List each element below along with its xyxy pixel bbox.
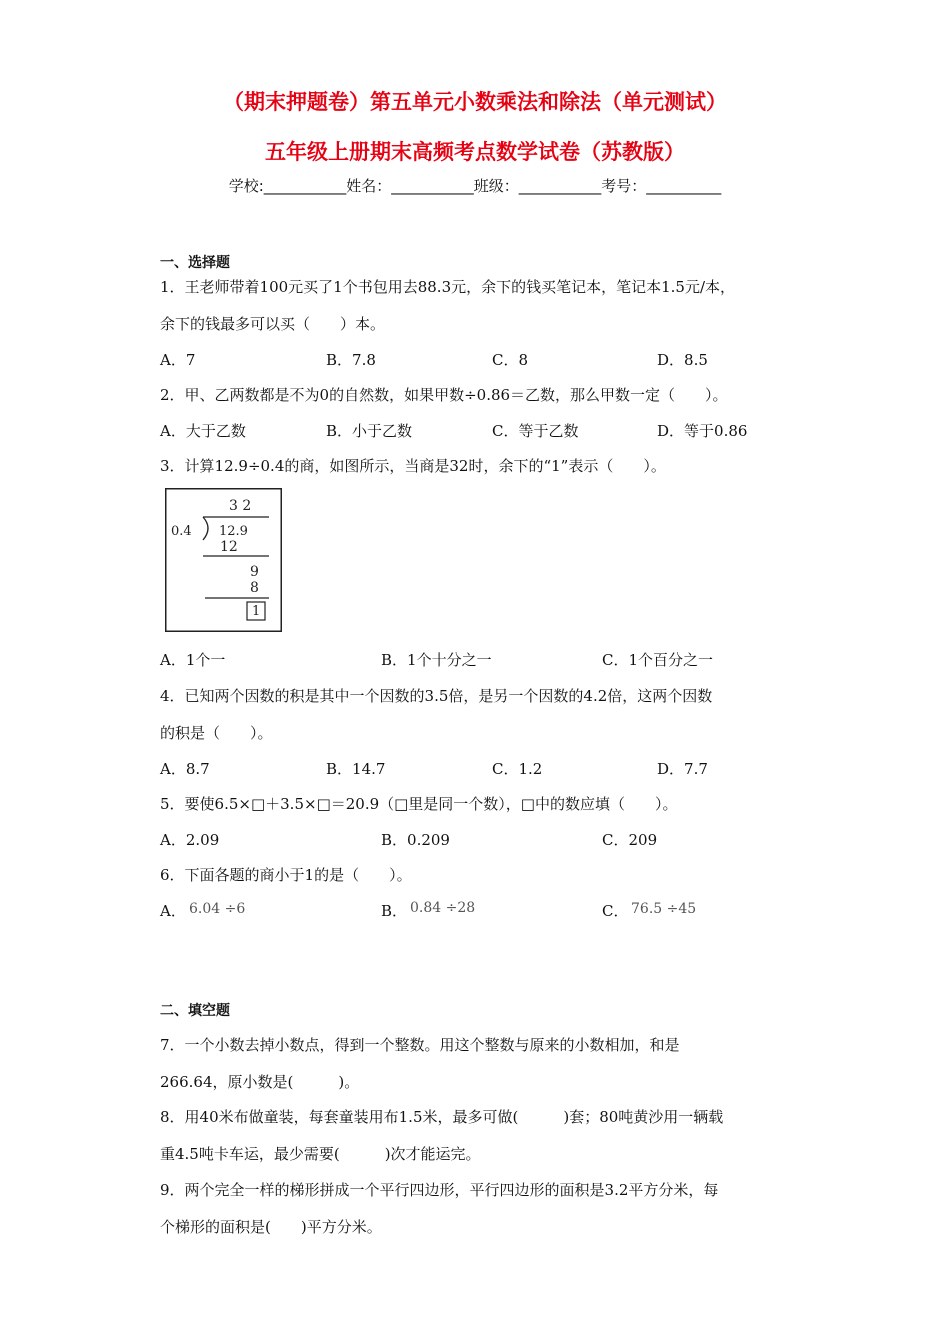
q4-option-a[interactable]: A．8.7	[160, 760, 210, 778]
q5-option-a[interactable]: A．2.09	[160, 831, 220, 849]
q6-option-b-label[interactable]: B．	[381, 902, 408, 920]
q6-option-c-label[interactable]: C．	[602, 902, 629, 920]
question-1-line-2: 余下的钱最多可以买（ ）本。	[160, 315, 386, 333]
q2-option-a[interactable]: A．大于乙数	[160, 422, 246, 440]
q6-option-b-expression: 0.84 ÷28	[410, 900, 476, 916]
q1-option-a[interactable]: A．7	[160, 351, 196, 369]
question-5-line-1: 5．要使6.5×□＋3.5×□＝20.9（□里是同一个数），□中的数应填（ ）。	[160, 795, 678, 813]
question-7-line-1: 7．一个小数去掉小数点，得到一个整数。用这个整数与原来的小数相加，和是	[160, 1036, 680, 1054]
figure-row-3: 8	[250, 580, 259, 596]
q2-option-c[interactable]: C．等于乙数	[492, 422, 579, 440]
q1-option-d[interactable]: D．8.5	[657, 351, 708, 369]
question-4-line-2: 的积是（ ）。	[160, 724, 273, 742]
q2-option-d[interactable]: D．等于0.86	[657, 422, 748, 440]
q1-option-b[interactable]: B．7.8	[326, 351, 376, 369]
figure-row-2: 9	[250, 564, 259, 580]
q1-option-c[interactable]: C．8	[492, 351, 529, 369]
title-line-1: （期末押题卷）第五单元小数乘法和除法（单元测试）	[223, 90, 727, 114]
q4-option-c[interactable]: C．1.2	[492, 760, 543, 778]
q3-option-b[interactable]: B．1个十分之一	[381, 651, 492, 669]
q4-option-b[interactable]: B．14.7	[326, 760, 386, 778]
question-6-line-1: 6．下面各题的商小于1的是（ ）。	[160, 866, 412, 884]
title-line-2: 五年级上册期末高频考点数学试卷（苏教版）	[265, 140, 685, 164]
q3-option-a[interactable]: A．1个一	[160, 651, 226, 669]
q6-option-a-label[interactable]: A．	[160, 902, 186, 920]
figure-row-1: 12	[220, 539, 238, 555]
q2-option-b[interactable]: B．小于乙数	[326, 422, 413, 440]
q6-option-c-expression: 76.5 ÷45	[631, 901, 697, 917]
question-8-line-1: 8．用40米布做童装，每套童装用布1.5米，最多可做( )套；80吨黄沙用一辆载	[160, 1108, 724, 1126]
question-4-line-1: 4．已知两个因数的积是其中一个因数的3.5倍，是另一个因数的4.2倍，这两个因数	[160, 687, 713, 705]
figure-quotient: 3 2	[229, 498, 252, 514]
question-3-line-1: 3．计算12.9÷0.4的商，如图所示，当商是32时，余下的“1”表示（ ）。	[160, 457, 666, 475]
figure-frame	[166, 489, 282, 632]
q6-option-a-expression: 6.04 ÷6	[189, 901, 246, 917]
question-2-line-1: 2．甲、乙两数都是不为0的自然数，如果甲数÷0.86＝乙数，那么甲数一定（ ）。	[160, 386, 728, 404]
long-division-figure	[165, 488, 282, 632]
figure-remainder: 1	[252, 604, 261, 619]
question-7-line-2: 266.64，原小数是( )。	[160, 1073, 360, 1091]
q3-option-c[interactable]: C．1个百分之一	[602, 651, 714, 669]
section-heading-fill-blank: 二、填空题	[160, 1003, 230, 1019]
question-8-line-2: 重4.5吨卡车运，最少需要( )次才能运完。	[160, 1145, 481, 1163]
figure-divisor: 0.4	[171, 524, 192, 539]
student-info-line: 学校:___________姓名：___________班级：___________考号：__________	[228, 177, 722, 195]
section-heading-choice: 一、选择题	[160, 255, 230, 271]
question-9-line-2: 个梯形的面积是( )平方分米。	[160, 1218, 382, 1236]
q4-option-d[interactable]: D．7.7	[657, 760, 708, 778]
question-9-line-1: 9．两个完全一样的梯形拼成一个平行四边形，平行四边形的面积是3.2平方分米，每	[160, 1181, 719, 1199]
figure-dividend: 12.9	[219, 524, 248, 539]
q5-option-c[interactable]: C．209	[602, 831, 658, 849]
q5-option-b[interactable]: B．0.209	[381, 831, 450, 849]
question-1-line-1: 1．王老师带着100元买了1个书包用去88.3元，余下的钱买笔记本，笔记本1.5元/本，	[160, 278, 736, 296]
